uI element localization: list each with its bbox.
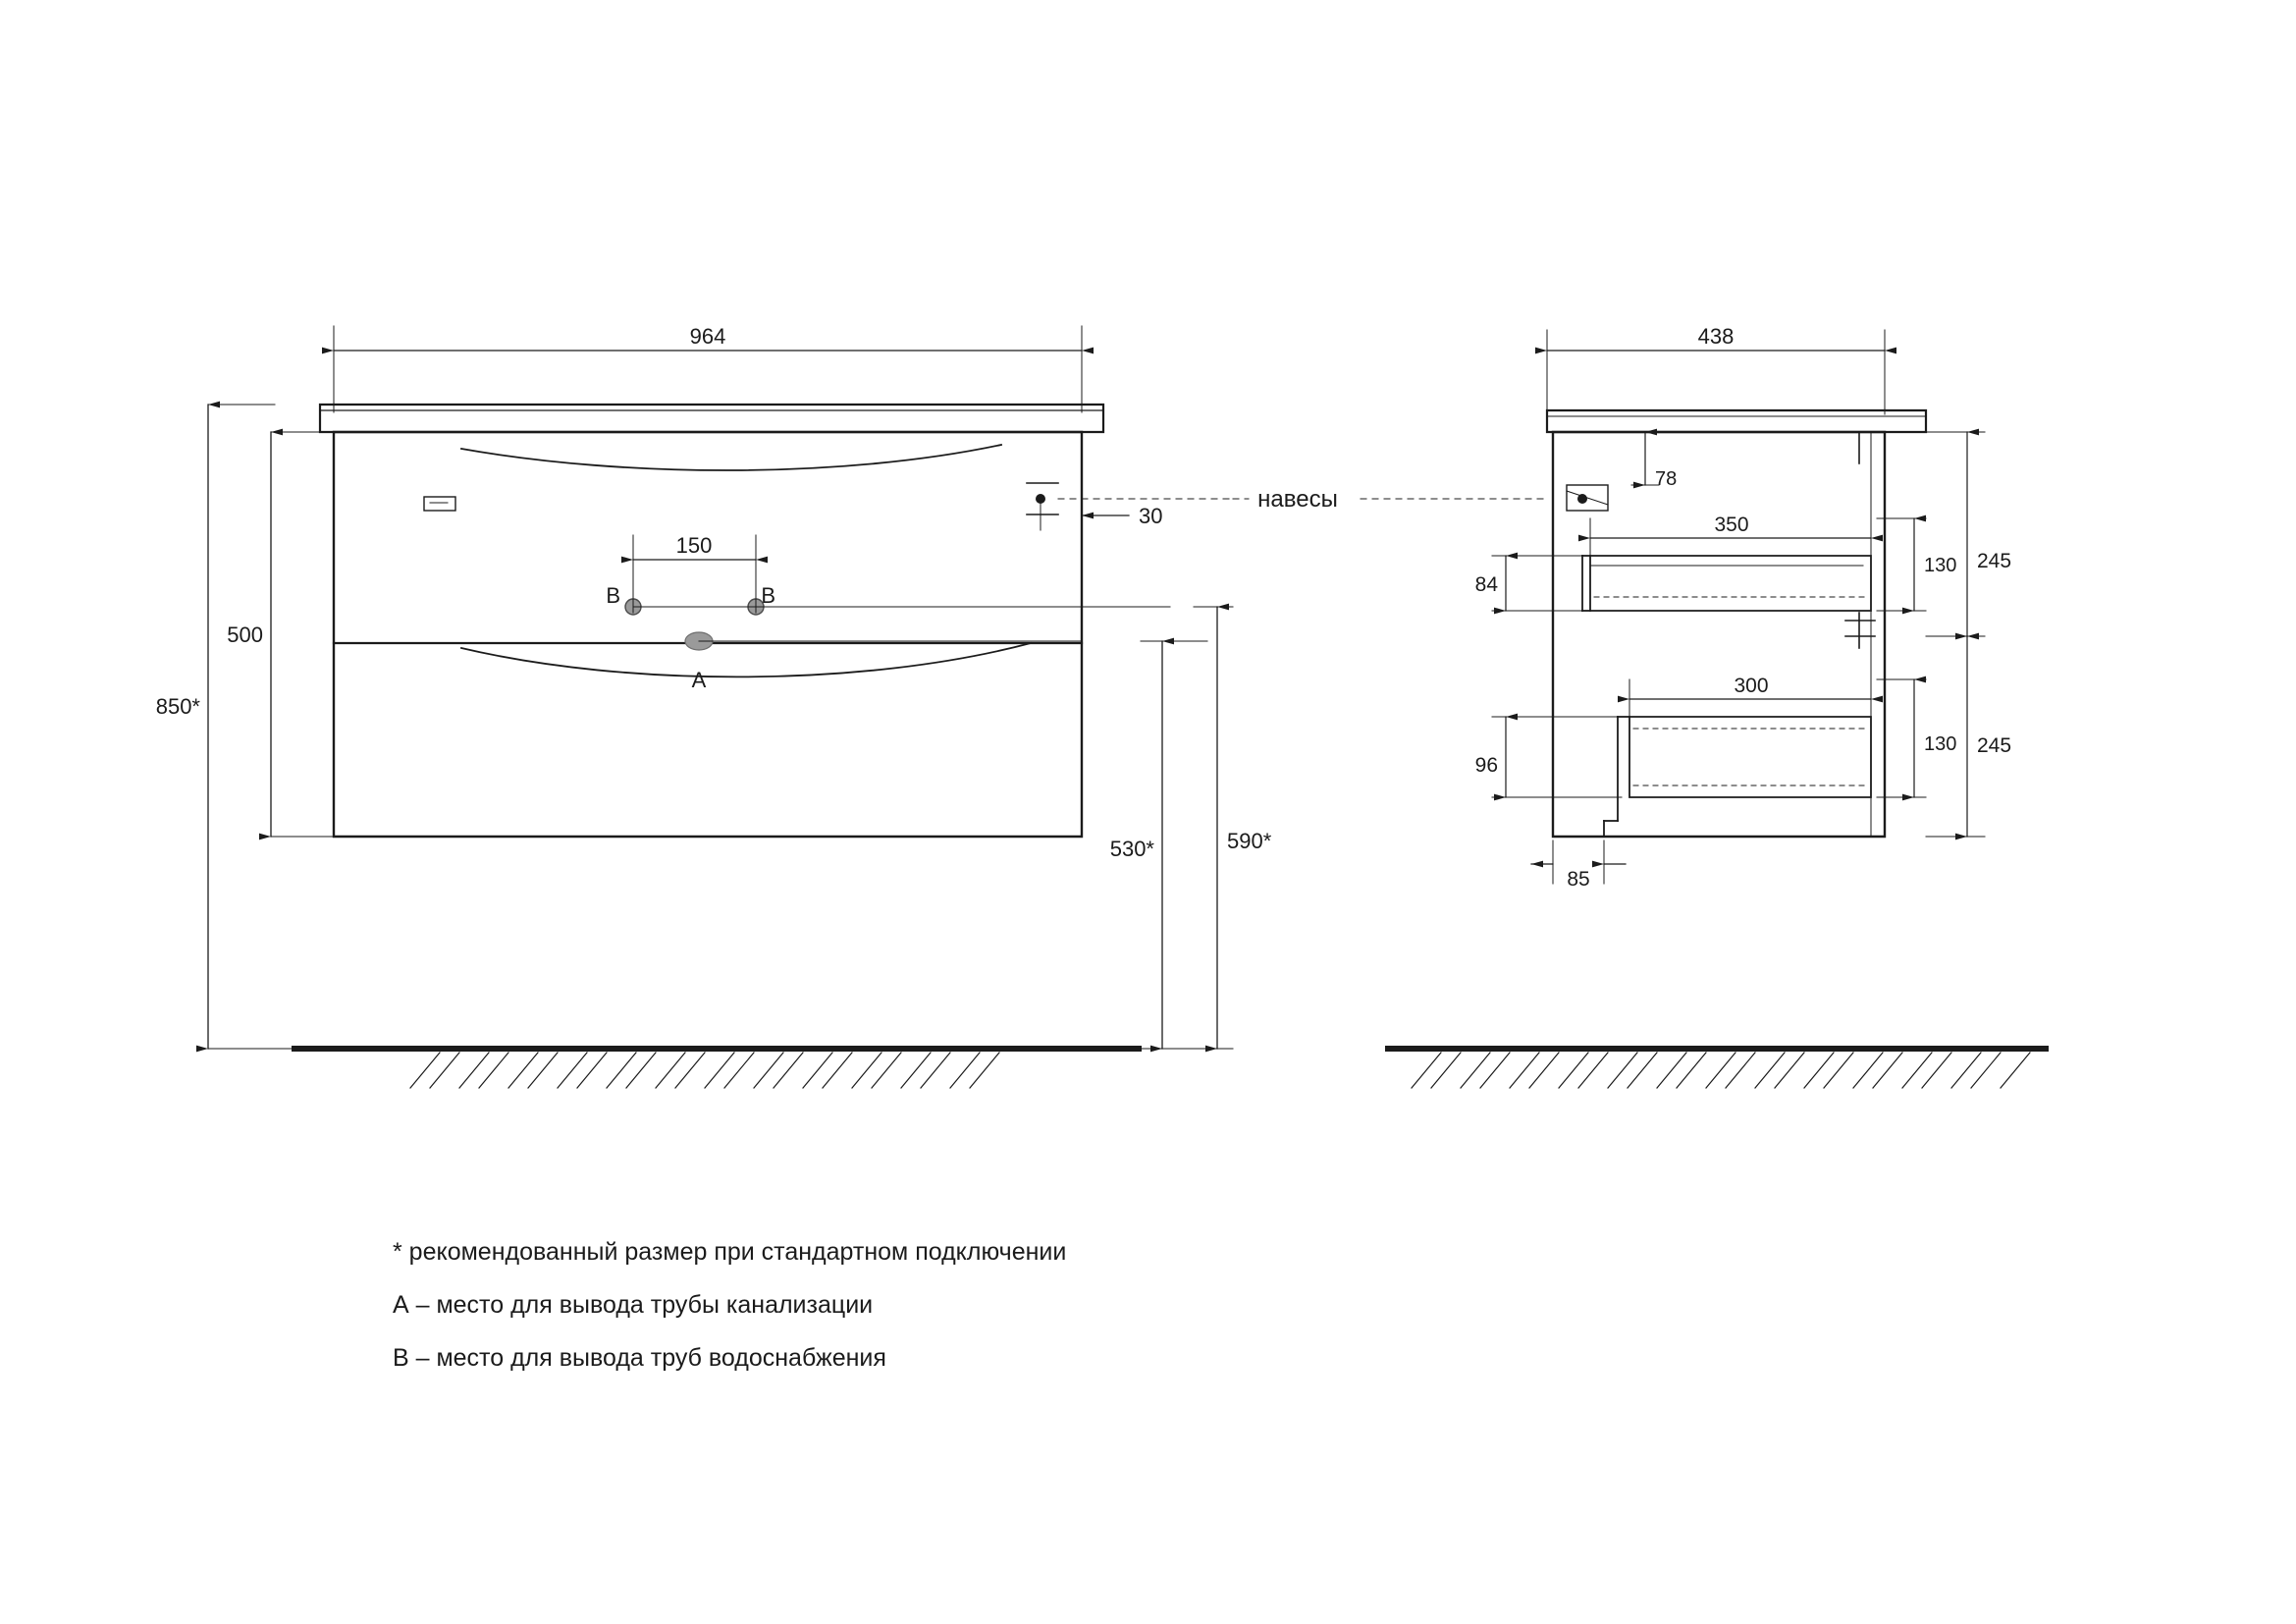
marker-a-drain: A bbox=[691, 668, 707, 692]
dim-drain-height: 530* bbox=[1109, 837, 1154, 861]
dim-top-section-height: 245 bbox=[1977, 550, 2012, 572]
dim-top-drawer-depth: 350 bbox=[1714, 514, 1749, 536]
hangers-label: навесы bbox=[1257, 486, 1338, 513]
dim-top-inner-height: 130 bbox=[1924, 555, 1957, 576]
dim-upper-height: 500 bbox=[227, 623, 263, 647]
front-view-body bbox=[294, 405, 1139, 1049]
dim-water-spacing: 150 bbox=[675, 533, 713, 558]
marker-b-left: B bbox=[606, 583, 620, 608]
front-floor-hatch bbox=[410, 1053, 999, 1088]
dim-bottom-drawer-front: 96 bbox=[1474, 754, 1498, 777]
dim-bottom-inner-height: 130 bbox=[1924, 733, 1957, 755]
dim-bottom-section-height: 245 bbox=[1977, 734, 2012, 757]
dim-top-drawer-front: 84 bbox=[1474, 573, 1498, 596]
dim-pipe-height: 590* bbox=[1227, 829, 1272, 853]
legend-line-2: А – место для вывода трубы канализации bbox=[393, 1291, 874, 1319]
dim-hanger-top-offset: 78 bbox=[1655, 468, 1678, 490]
legend-line-3: В – место для вывода труб водоснабжения bbox=[393, 1344, 886, 1372]
legend-line-1: * рекомендованный размер при стандартном подключении bbox=[393, 1238, 1067, 1266]
dim-bottom-drawer-depth: 300 bbox=[1734, 675, 1769, 697]
dim-total-height: 850* bbox=[155, 694, 200, 719]
hangers-callout bbox=[1058, 486, 1543, 513]
marker-b-right: B bbox=[761, 583, 775, 608]
legend-block bbox=[393, 1225, 1374, 1384]
dim-total-depth: 438 bbox=[1697, 324, 1735, 349]
side-dimensions bbox=[1475, 324, 2011, 891]
side-floor-hatch bbox=[1412, 1053, 2030, 1088]
dim-total-width: 964 bbox=[689, 324, 726, 349]
dim-hanger-offset: 30 bbox=[1139, 504, 1163, 528]
dim-plinth-offset: 85 bbox=[1567, 868, 1590, 891]
side-view-body bbox=[1388, 410, 2046, 1049]
